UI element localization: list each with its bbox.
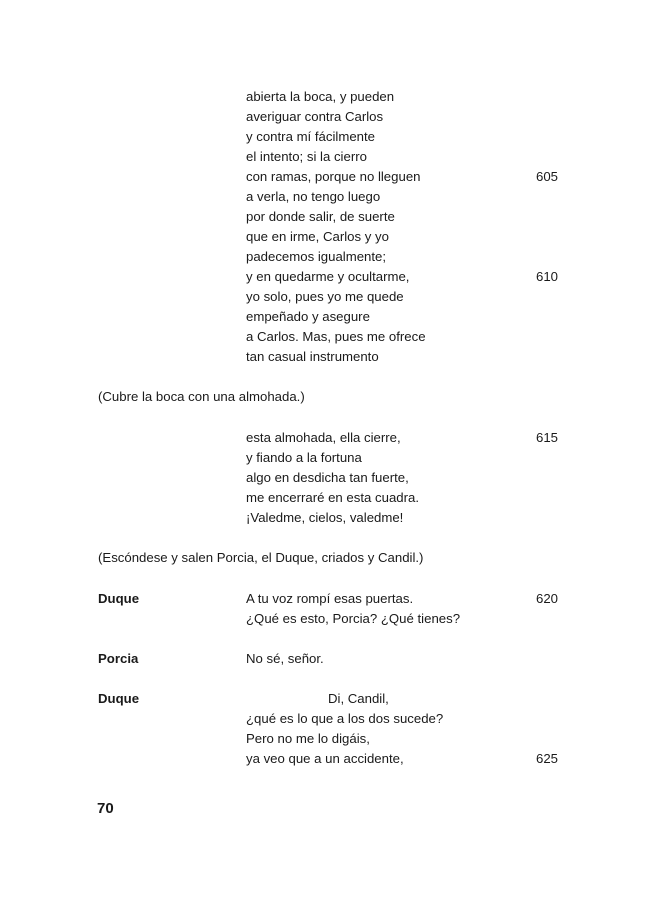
verse-line xyxy=(0,428,650,448)
verse-text: algo en desdicha tan fuerte, xyxy=(246,470,409,485)
verse-text: averiguar contra Carlos xyxy=(246,109,384,124)
verse-line xyxy=(0,709,650,729)
verse-line xyxy=(0,327,650,347)
verse-line xyxy=(0,347,650,367)
line-number: 605 xyxy=(535,169,558,184)
verse-text: Pero no me lo digáis, xyxy=(246,731,370,746)
stage-direction-text: (Escóndese y salen Porcia, el Duque, criados y Candil.) xyxy=(98,550,424,565)
verse-line xyxy=(0,649,650,669)
verse-line xyxy=(0,187,650,207)
verse-line xyxy=(0,589,650,609)
speaker-name: Duque xyxy=(98,691,140,706)
line-number: 615 xyxy=(535,430,558,445)
page-number: 70 xyxy=(97,800,114,817)
verse-text: yo solo, pues yo me quede xyxy=(246,289,404,304)
verse-text: y en quedarme y ocultarme, xyxy=(246,269,410,284)
verse-text: ¿qué es lo que a los dos sucede? xyxy=(246,711,444,726)
verse-text: a verla, no tengo luego xyxy=(246,189,381,204)
verse-line xyxy=(0,468,650,488)
verse-text: ¿Qué es esto, Porcia? ¿Qué tienes? xyxy=(246,611,461,626)
verse-text: A tu voz rompí esas puertas. xyxy=(246,591,414,606)
verse-line xyxy=(0,287,650,307)
verse-line xyxy=(0,749,650,769)
verse-text: esta almohada, ella cierre, xyxy=(246,430,401,445)
verse-line xyxy=(0,689,650,709)
verse-line xyxy=(0,609,650,629)
verse-text: a Carlos. Mas, pues me ofrece xyxy=(246,329,426,344)
verse-line xyxy=(0,508,650,528)
verse-line xyxy=(0,448,650,468)
verse-text: empeñado y asegure xyxy=(246,309,370,324)
verse-text: que en irme, Carlos y yo xyxy=(246,229,389,244)
verse-line xyxy=(0,729,650,749)
verse-text: ya veo que a un accidente, xyxy=(246,751,404,766)
verse-line xyxy=(0,87,650,107)
stage-direction xyxy=(0,387,650,407)
verse-text: y contra mí fácilmente xyxy=(246,129,375,144)
verse-text: No sé, señor. xyxy=(246,651,324,666)
verse-line xyxy=(0,127,650,147)
verse-text: ¡Valedme, cielos, valedme! xyxy=(246,510,404,525)
line-number: 625 xyxy=(535,751,558,766)
verse-text: el intento; si la cierro xyxy=(246,149,367,164)
line-number: 620 xyxy=(535,591,558,606)
verse-text: me encerraré en esta cuadra. xyxy=(246,490,419,505)
verse-text: y fiando a la fortuna xyxy=(246,450,362,465)
verse-text: por donde salir, de suerte xyxy=(246,209,395,224)
verse-line xyxy=(0,247,650,267)
verse-line xyxy=(0,147,650,167)
verse-text: abierta la boca, y pueden xyxy=(246,89,395,104)
stage-direction xyxy=(0,548,650,568)
verse-line xyxy=(0,167,650,187)
verse-text: Di, Candil, xyxy=(328,691,389,706)
verse-text: con ramas, porque no lleguen xyxy=(246,169,421,184)
line-number: 610 xyxy=(535,269,558,284)
verse-line xyxy=(0,207,650,227)
stage-direction-text: (Cubre la boca con una almohada.) xyxy=(98,389,305,404)
verse-line xyxy=(0,227,650,247)
verse-line xyxy=(0,488,650,508)
verse-text: tan casual instrumento xyxy=(246,349,379,364)
speaker-name: Porcia xyxy=(98,651,139,666)
verse-text: padecemos igualmente; xyxy=(246,249,387,264)
verse-line xyxy=(0,307,650,327)
verse-line xyxy=(0,267,650,287)
verse-line xyxy=(0,107,650,127)
speaker-name: Duque xyxy=(98,591,140,606)
